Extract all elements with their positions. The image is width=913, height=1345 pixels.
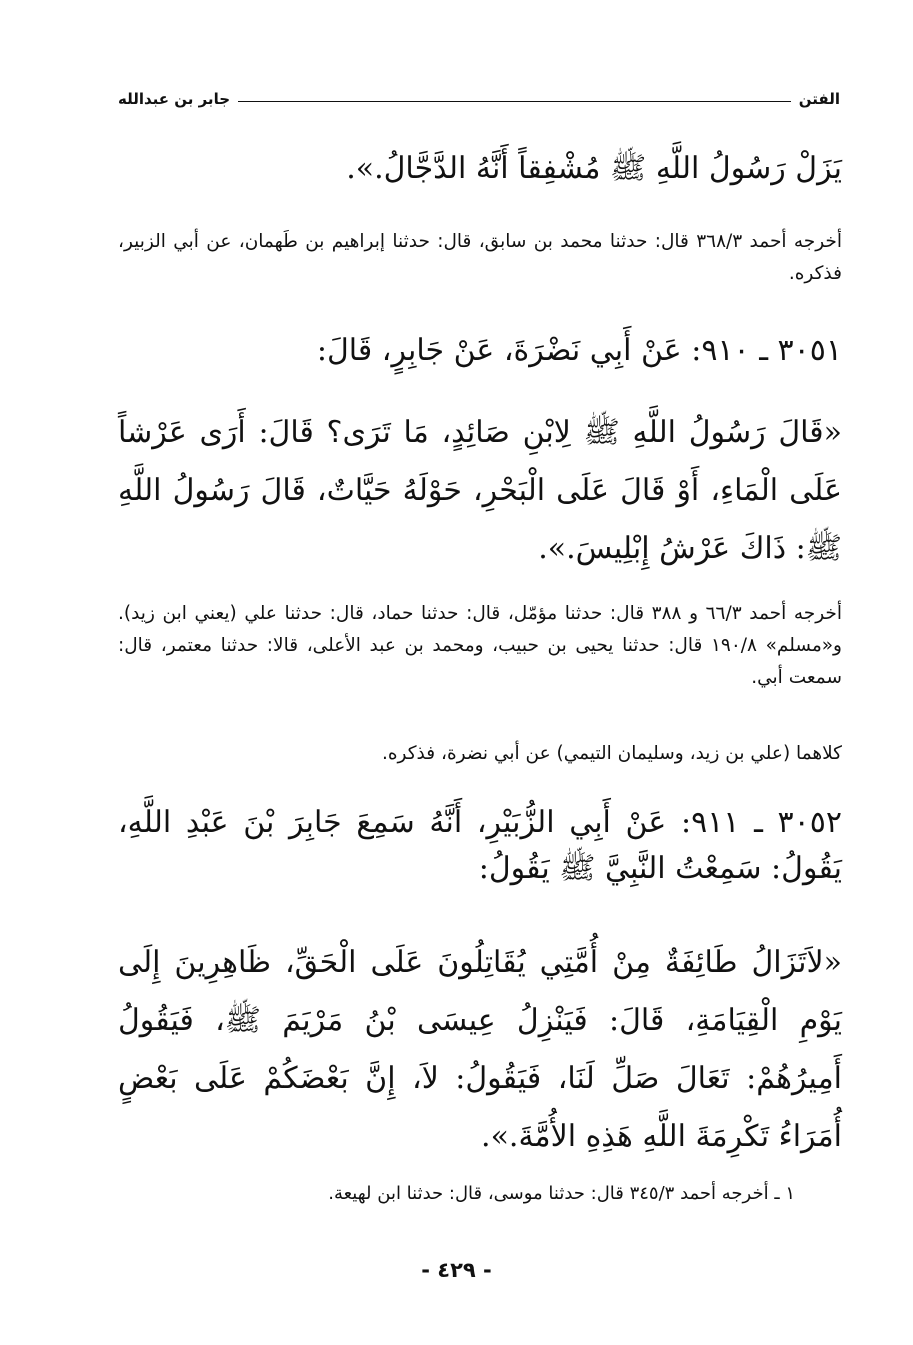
hadith-3051-matn: «قَالَ رَسُولُ اللَّهِ ﷺ لِابْنِ صَائِدٍ، مَا تَرَى؟ قَالَ: أَرَى عَرْشاً عَلَى الْمَاءِ، أَوْ قَالَ عَلَى الْبَحْرِ، حَوْلَهُ حَيَّاتٌ، قَالَ رَسُولُ اللَّهِ ﷺ: ذَاكَ عَرْشُ إِبْلِيسَ.».	[118, 415, 842, 566]
hadith-3052-isnad: ٣٠٥٢ ـ ٩١١: عَنْ أَبِي الزُّبَيْرِ، أَنَّهُ سَمِعَ جَابِرَ بْنَ عَبْدِ اللَّهِ، يَقُولُ: سَمِعْتُ النَّبِيَّ ﷺ يَقُولُ:	[118, 805, 842, 886]
running-header	[118, 84, 840, 114]
header-section-title: جابر بن عبدالله	[118, 90, 231, 108]
takhrij-3050: أخرجه أحمد ٣٦٨/٣ قال: حدثنا محمد بن سابق، قال: حدثنا إبراهيم بن طَهمان، عن أبي الزبير، فذكره.	[118, 231, 842, 284]
header-rule	[238, 101, 791, 102]
hadith-3052-matn: «لاَتَزَالُ طَائِفَةٌ مِنْ أُمَّتِي يُقَاتِلُونَ عَلَى الْحَقِّ، ظَاهِرِينَ إِلَى يَوْمِ الْقِيَامَةِ، قَالَ: فَيَنْزِلُ عِيسَى بْنُ مَرْيَمَ ﷺ، فَيَقُولُ أَمِيرُهُمْ: تَعَالَ صَلِّ لَنَا، فَيَقُولُ: لاَ، إِنَّ بَعْضَكُمْ عَلَى بَعْضٍ أُمَرَاءُ تَكْرِمَةَ اللَّهِ هَذِهِ الأُمَّةَ.».	[118, 945, 842, 1154]
footnote: ١ ـ أخرجه أحمد ٣٤٥/٣ قال: حدثنا موسى، قال: حدثنا ابن لهيعة.	[328, 1183, 795, 1204]
hadith-3051-isnad: ٣٠٥١ ـ ٩١٠: عَنْ أَبِي نَضْرَةَ، عَنْ جَابِرٍ، قَالَ:	[316, 333, 842, 368]
takhrij-3051-summary: كلاهما (علي بن زيد، وسليمان التيمي) عن أبي نضرة، فذكره.	[381, 743, 842, 764]
hadith-continuation: يَزَلْ رَسُولُ اللَّهِ ﷺ مُشْفِقاً أَنَّهُ الدَّجَّالُ.».	[346, 151, 842, 186]
page-number: - ٤٢٩ -	[421, 1258, 492, 1282]
takhrij-3051: أخرجه أحمد ٦٦/٣ و ٣٨٨ قال: حدثنا مؤمّل، قال: حدثنا حماد، قال: حدثنا علي (يعني ابن زيد). و«مسلم» ١٩٠/٨ قال: حدثنا يحيى بن حبيب، ومحمد بن عبد الأعلى، قالا: حدثنا معتمر، قال: سمعت أبي.	[118, 603, 842, 688]
header-chapter-title: الفتن	[798, 90, 840, 108]
